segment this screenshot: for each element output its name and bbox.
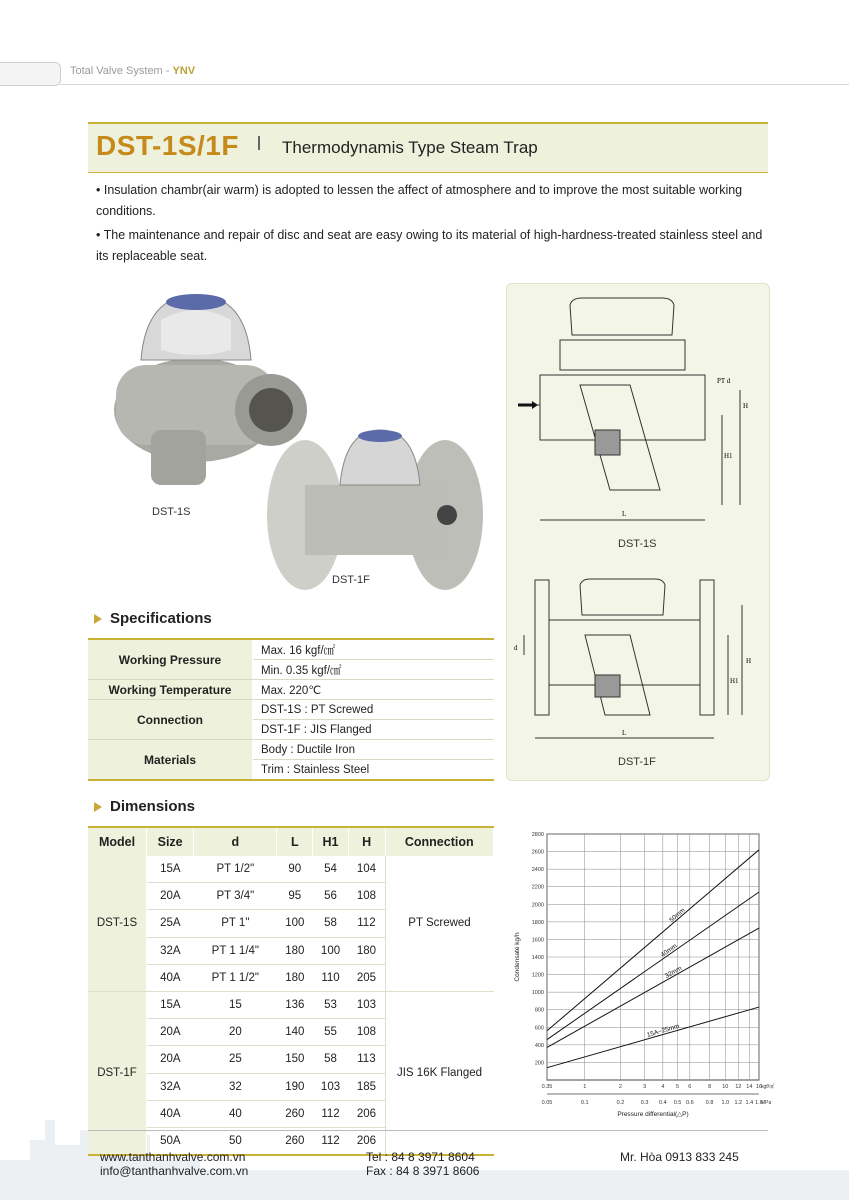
h-cell: 112 xyxy=(348,910,385,937)
series-label: 50mm xyxy=(668,906,687,924)
y-tick-label: 2000 xyxy=(531,902,544,909)
connection-cell: JIS 16K Flanged xyxy=(385,991,494,1155)
h-cell: 108 xyxy=(348,1019,385,1046)
h1-label-f: H1 xyxy=(730,677,739,685)
x-tick-label-kgf: 14 xyxy=(746,1084,753,1090)
feature-bullet-1: • Insulation chambr(air warm) is adopted to lessen the affect of atmosphere and to improve the most suitable working conditions. xyxy=(96,183,743,218)
size-cell: 40A xyxy=(147,1100,194,1127)
spec-value: Trim : Stainless Steel xyxy=(253,760,495,781)
d-cell: PT 1 1/4" xyxy=(194,937,277,964)
col-h: H xyxy=(348,827,385,856)
h-cell: 108 xyxy=(348,883,385,910)
l-label-f: L xyxy=(622,729,627,737)
x-tick-label-mpa: 0.2 xyxy=(616,1100,625,1106)
d-cell: 20 xyxy=(194,1019,277,1046)
y-tick-label: 1000 xyxy=(531,990,544,997)
size-cell: 20A xyxy=(147,1046,194,1073)
y-tick-label: 1600 xyxy=(531,937,544,944)
x-tick-label-mpa: 1.2 xyxy=(734,1100,743,1106)
y-tick-label: 2400 xyxy=(531,867,544,874)
l-cell: 100 xyxy=(277,910,313,937)
col-h1: H1 xyxy=(313,827,349,856)
x-tick-label-kgf: 5 xyxy=(676,1084,680,1090)
y-tick-label: 200 xyxy=(534,1060,544,1067)
connection-cell: PT Screwed xyxy=(385,856,494,991)
size-cell: 15A xyxy=(147,856,194,883)
x-tick-label-kgf: 3 xyxy=(643,1084,647,1090)
d-cell: 50 xyxy=(194,1127,277,1155)
footer-web[interactable]: www.tanthanhvalve.com.vn xyxy=(100,1150,246,1164)
x-tick-label-mpa: 0.4 xyxy=(659,1100,667,1106)
dimensions-table xyxy=(88,826,494,1156)
h-cell: 103 xyxy=(348,991,385,1018)
x-tick-label-kgf: 8 xyxy=(708,1084,712,1090)
h-cell: 104 xyxy=(348,856,385,883)
title-separator xyxy=(258,136,260,150)
h1-cell: 58 xyxy=(313,910,349,937)
y-axis-label: Condensate kg/h xyxy=(514,932,521,982)
y-tick-label: 800 xyxy=(534,1007,544,1014)
dst-1f-photo xyxy=(265,430,485,590)
size-cell: 32A xyxy=(147,937,194,964)
size-cell: 20A xyxy=(147,1019,194,1046)
spec-value: Max. 220℃ xyxy=(253,680,495,700)
col-d: d xyxy=(194,827,277,856)
triangle-bullet-icon xyxy=(94,802,102,812)
x-tick-label-kgf: 12 xyxy=(735,1084,742,1090)
spec-value: Min. 0.35 kgf/㎠ xyxy=(253,660,495,680)
product-model-title: DST-1S/1F xyxy=(96,130,239,161)
table-row xyxy=(88,740,494,760)
table-row xyxy=(88,856,494,883)
x-unit-kgf: kgf/㎠ xyxy=(761,1084,775,1090)
x-tick-label-mpa: 0.6 xyxy=(685,1100,694,1106)
spec-label: Materials xyxy=(88,740,253,781)
size-cell: 20A xyxy=(147,883,194,910)
x-tick-label-mpa: 0.8 xyxy=(705,1100,714,1106)
h1-cell: 54 xyxy=(313,856,349,883)
table-row xyxy=(88,639,494,660)
size-cell: 15A xyxy=(147,991,194,1018)
size-cell: 40A xyxy=(147,964,194,991)
x-unit-mpa: MPa xyxy=(761,1100,772,1106)
size-cell: 25A xyxy=(147,910,194,937)
h1-cell: 53 xyxy=(313,991,349,1018)
h1-cell: 56 xyxy=(313,883,349,910)
series-label: 15A~25mm xyxy=(646,1022,681,1039)
h-cell: 185 xyxy=(348,1073,385,1100)
spec-label: Connection xyxy=(88,700,253,740)
y-tick-label: 1200 xyxy=(531,972,544,979)
h1-cell: 112 xyxy=(313,1127,349,1155)
col-model: Model xyxy=(88,827,147,856)
col-l: L xyxy=(277,827,313,856)
model-cell: DST-1S xyxy=(88,856,147,991)
table-header-row xyxy=(88,827,494,856)
x-tick-label-mpa: 1.4 xyxy=(745,1100,754,1106)
h1-cell: 100 xyxy=(313,937,349,964)
l-cell: 140 xyxy=(277,1019,313,1046)
x-tick-label-kgf: 6 xyxy=(688,1084,692,1090)
table-row xyxy=(88,991,494,1018)
x-tick-label-kgf: 1 xyxy=(583,1084,587,1090)
h1-cell: 55 xyxy=(313,1019,349,1046)
h1-cell: 103 xyxy=(313,1073,349,1100)
d-cell: PT 1" xyxy=(194,910,277,937)
size-cell: 50A xyxy=(147,1127,194,1155)
l-cell: 260 xyxy=(277,1100,313,1127)
brand-tab xyxy=(0,62,61,86)
x-tick-label-mpa: 0.5 xyxy=(673,1100,682,1106)
x-tick-label-kgf: 10 xyxy=(722,1084,729,1090)
l-cell: 95 xyxy=(277,883,313,910)
dst-1s-photo-caption: DST-1S xyxy=(152,506,191,518)
series-label: 40mm xyxy=(659,942,679,959)
size-cell: 32A xyxy=(147,1073,194,1100)
d-cell: PT 3/4" xyxy=(194,883,277,910)
feature-bullet-2: • The maintenance and repair of disc and seat are easy owing to its material of high-hardness-treated stainless steel and its replaceable seat. xyxy=(96,228,763,263)
y-tick-label: 1400 xyxy=(531,955,544,961)
spec-value: Body : Ductile Iron xyxy=(253,740,495,760)
ptd-label: PT d xyxy=(717,377,731,385)
table-row xyxy=(88,700,494,720)
y-tick-label: 400 xyxy=(534,1042,544,1049)
model-cell: DST-1F xyxy=(88,991,147,1155)
d-cell: PT 1/2" xyxy=(194,856,277,883)
d-cell: 25 xyxy=(194,1046,277,1073)
l-label: L xyxy=(622,510,627,518)
h-label-f: H xyxy=(746,657,752,665)
footer-tel: Tel : 84 8 3971 8604 xyxy=(366,1150,475,1164)
d-cell: PT 1 1/2" xyxy=(194,964,277,991)
l-cell: 180 xyxy=(277,964,313,991)
x-tick-label-mpa: 1.0 xyxy=(721,1100,730,1106)
footer-fax: Fax : 84 8 3971 8606 xyxy=(366,1164,480,1178)
dst-1f-photo-caption: DST-1F xyxy=(332,574,370,586)
header-rule xyxy=(60,84,849,85)
spec-value: Max. 16 kgf/㎠ xyxy=(253,639,495,660)
spec-value: DST-1S : PT Screwed xyxy=(253,700,495,720)
table-row xyxy=(88,680,494,700)
d-cell: 15 xyxy=(194,991,277,1018)
footer-rule xyxy=(88,1130,768,1131)
col-size: Size xyxy=(147,827,194,856)
h-cell: 113 xyxy=(348,1046,385,1073)
dst-1f-drawing-caption: DST-1F xyxy=(618,756,656,768)
l-cell: 190 xyxy=(277,1073,313,1100)
d-cell: 32 xyxy=(194,1073,277,1100)
l-cell: 90 xyxy=(277,856,313,883)
footer-email[interactable]: info@tanthanhvalve.com.vn xyxy=(100,1164,249,1178)
series-label: 32mm xyxy=(663,965,684,980)
y-tick-label: 600 xyxy=(534,1025,544,1032)
h1-cell: 112 xyxy=(313,1100,349,1127)
capacity-chart xyxy=(505,826,775,1126)
h1-cell: 110 xyxy=(313,964,349,991)
dimensions-heading: Dimensions xyxy=(110,798,196,815)
col-connection: Connection xyxy=(385,827,494,856)
x-tick-label-kgf: 0.35 xyxy=(541,1084,553,1090)
h1-cell: 58 xyxy=(313,1046,349,1073)
h-label: H xyxy=(743,402,749,410)
x-tick-label-mpa: 0.05 xyxy=(541,1100,553,1106)
x-tick-label-kgf: 2 xyxy=(618,1084,622,1090)
dst-1s-drawing xyxy=(510,290,764,538)
y-tick-label: 2800 xyxy=(531,832,544,838)
l-cell: 150 xyxy=(277,1046,313,1073)
h-cell: 180 xyxy=(348,937,385,964)
specifications-heading: Specifications xyxy=(110,610,212,627)
x-axis-label: Pressure differential(△P) xyxy=(617,1111,689,1118)
x-tick-label-mpa: 0.1 xyxy=(580,1100,589,1106)
l-cell: 260 xyxy=(277,1127,313,1155)
spec-label: Working Pressure xyxy=(88,639,253,680)
dst-1s-drawing-caption: DST-1S xyxy=(618,538,657,550)
dst-1f-drawing xyxy=(510,575,764,750)
d-label: d xyxy=(514,644,518,652)
triangle-bullet-icon xyxy=(94,614,102,624)
footer-contact: Mr. Hòa 0913 833 245 xyxy=(620,1150,739,1164)
y-tick-label: 2200 xyxy=(531,884,544,891)
h-cell: 206 xyxy=(348,1127,385,1155)
x-tick-label-mpa: 0.3 xyxy=(640,1100,649,1106)
specifications-table xyxy=(88,638,494,781)
spec-label: Working Temperature xyxy=(88,680,253,700)
h-cell: 206 xyxy=(348,1100,385,1127)
spec-value: DST-1F : JIS Flanged xyxy=(253,720,495,740)
brand-label: Total Valve System - YNV xyxy=(70,65,196,77)
l-cell: 180 xyxy=(277,937,313,964)
x-tick-label-kgf: 4 xyxy=(661,1084,665,1090)
d-cell: 40 xyxy=(194,1100,277,1127)
product-subtitle: Thermodynamis Type Steam Trap xyxy=(282,138,538,157)
y-tick-label: 2600 xyxy=(531,849,544,856)
x-tick-label-kgf: 16 xyxy=(755,1084,763,1090)
y-tick-label: 1800 xyxy=(531,919,544,926)
h-cell: 205 xyxy=(348,964,385,991)
h1-label: H1 xyxy=(724,452,733,460)
x-tick-label-mpa: 1.6 xyxy=(755,1100,763,1106)
l-cell: 136 xyxy=(277,991,313,1018)
